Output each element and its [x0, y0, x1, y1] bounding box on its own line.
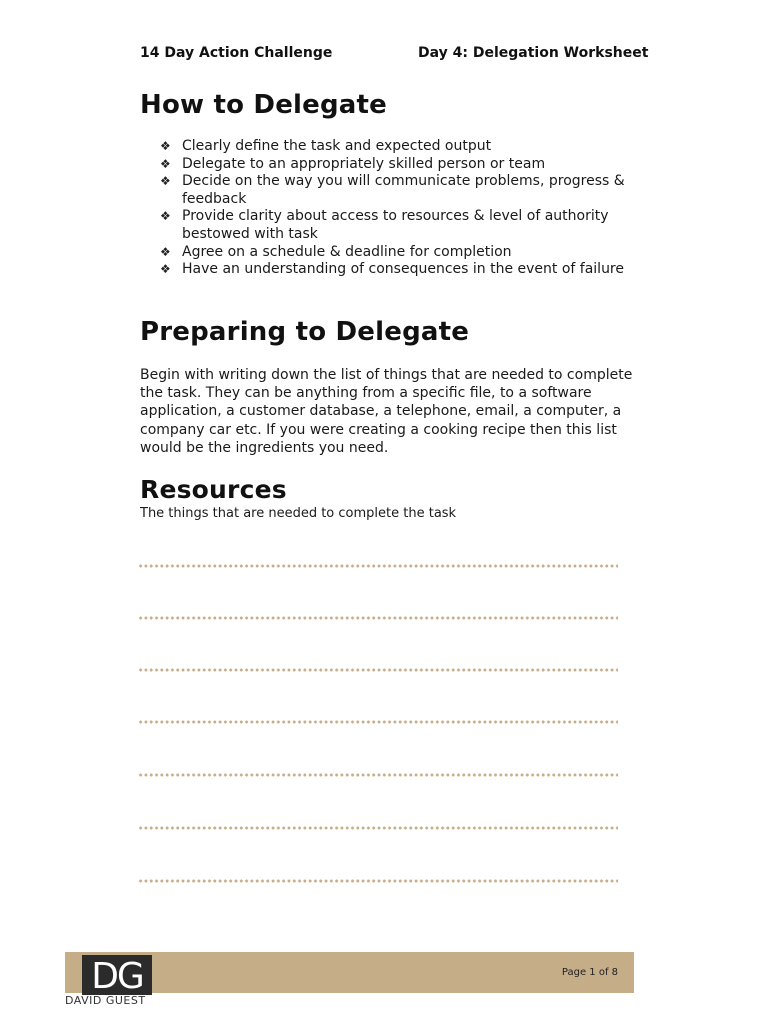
list-item: ❖ Clearly define the task and expected output: [160, 138, 492, 154]
resource-entry-line[interactable]: [138, 720, 618, 724]
list-item: ❖ Delegate to an appropriately skilled person or team: [160, 155, 546, 172]
list-item: ❖ Have an understanding of consequences in the event of failure: [160, 261, 624, 278]
diamond-bullet-icon: ❖: [160, 262, 171, 277]
header-left: 14 Day Action Challenge: [140, 45, 333, 61]
list-item: ❖ Decide on the way you will communicate problems, progress & feedback: [160, 173, 625, 207]
delegate-bullet-list: [160, 138, 640, 279]
resource-entry-line[interactable]: [138, 773, 618, 777]
how-to-delegate-heading: How to Delegate: [140, 90, 388, 120]
dg-monogram-icon: [84, 957, 150, 993]
logo-wordmark: DAVID GUEST: [65, 994, 146, 1007]
preparing-heading: Preparing to Delegate: [140, 317, 470, 347]
list-item: ❖ Provide clarity about access to resources & level of authority bestowed with task: [160, 208, 609, 242]
list-item: ❖ Agree on a schedule & deadline for completion: [160, 243, 512, 260]
page-number: Page 1 of 8: [561, 967, 618, 978]
resources-heading: Resources: [140, 475, 287, 504]
diamond-bullet-icon: ❖: [160, 174, 171, 189]
diamond-bullet-icon: ❖: [160, 209, 171, 224]
preparing-paragraph: Begin with writing down the list of things that are needed to complete the task. They can be anything from a specific file, to a software application, a customer database, a telephone, email, a computer, a company car etc. If you were creating a cooking recipe then this list would be the ingredients you need.: [140, 367, 633, 456]
resources-subtitle: The things that are needed to complete the task: [140, 506, 457, 521]
resource-entry-line[interactable]: [138, 879, 618, 883]
resource-entry-line[interactable]: [138, 668, 618, 672]
diamond-bullet-icon: ❖: [160, 139, 171, 153]
diamond-bullet-icon: ❖: [160, 244, 171, 259]
resource-entry-line[interactable]: [138, 564, 618, 568]
diamond-bullet-icon: ❖: [160, 156, 171, 171]
resource-entry-line[interactable]: [138, 826, 618, 830]
resource-entry-line[interactable]: [138, 616, 618, 620]
dg-logo: [82, 955, 152, 995]
header-right: Day 4: Delegation Worksheet: [418, 45, 649, 61]
svg-text:DG: DG: [91, 957, 143, 993]
